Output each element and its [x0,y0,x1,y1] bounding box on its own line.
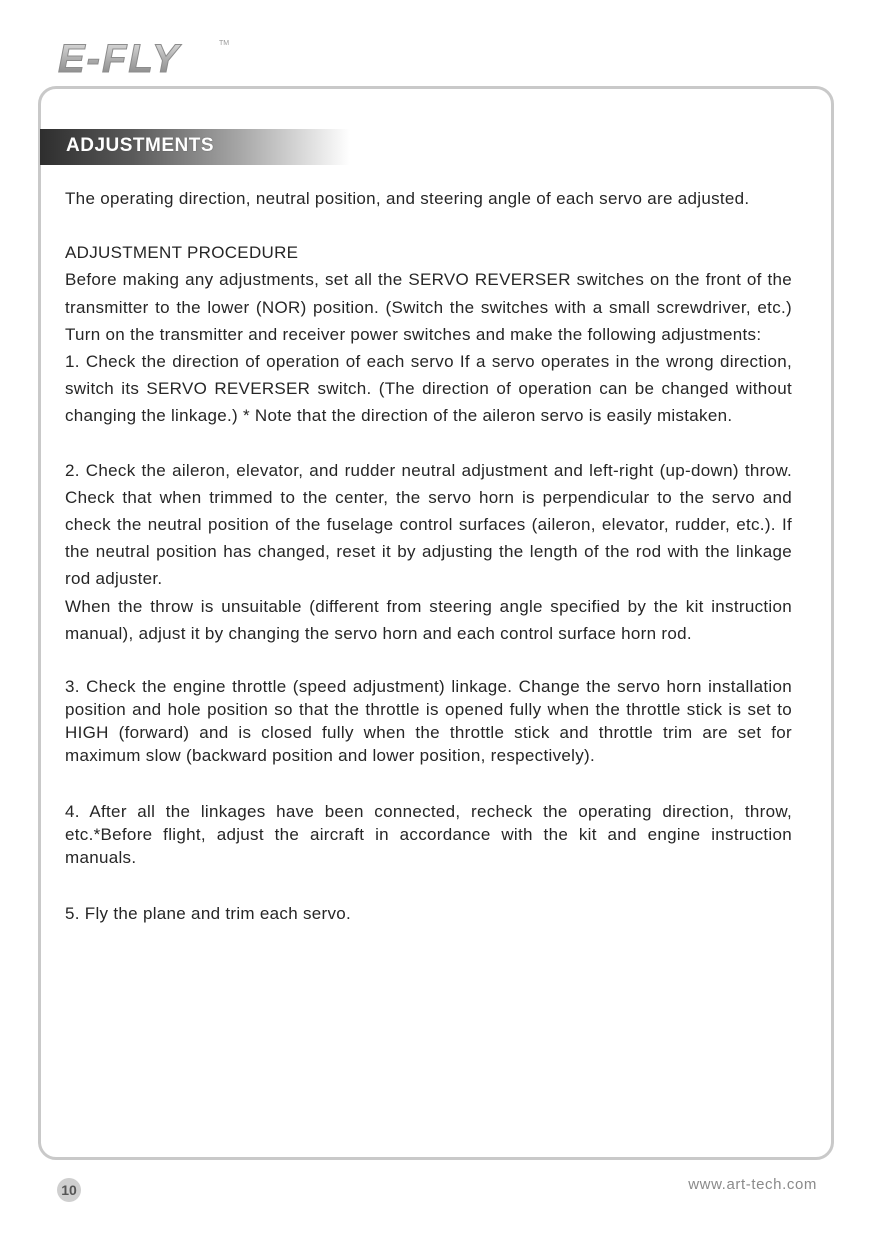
section-title: ADJUSTMENTS [66,135,215,156]
logo-trademark: TM [219,40,230,47]
page-number-badge: 10 [57,1178,81,1202]
intro-paragraph: The operating direction, neutral position, and steering angle of each servo are adjusted. [65,189,750,208]
brand-logo [56,36,236,78]
step-3-paragraph: 3. Check the engine throttle (speed adjustment) linkage. Change the servo horn installation position and hole position so that the throttle is opened fully when the throttle stick is set to HIGH (forward) and is closed fully when the throttle stick and throttle trim are set for maximum slow (backward position and lower position, respectively). [65,677,792,766]
logo-wordmark: E-FLY [58,37,181,78]
step-1-paragraph: 1. Check the direction of operation of each servo If a servo operates in the wrong direction, switch its SERVO REVERSER switch. (The direction of operation can be changed without changing the linkage.) * Note that the direction of the aileron servo is easily mistaken. [65,352,792,426]
procedure-intro-paragraph: Before making any adjustments, set all the SERVO REVERSER switches on the front of the transmitter to the lower (NOR) position. (Switch the switches with a small screwdriver, etc.) Turn on the transmitter and receiver power switches and make the following adjustments: [65,270,792,344]
step-2-throw-paragraph: When the throw is unsuitable (different from steering angle specified by the kit instruction manual), adjust it by changing the servo horn and each control surface horn rod. [65,596,792,643]
step-5-paragraph: 5. Fly the plane and trim each servo. [65,904,352,924]
procedure-heading: ADJUSTMENT PROCEDURE [65,243,299,263]
document-body [65,185,792,925]
section-banner [40,129,350,165]
step-4-paragraph: 4. After all the linkages have been connected, recheck the operating direction, throw, etc.*Before flight, adjust the aircraft in accordance with the kit and engine instruction manuals. [65,802,792,868]
step-2-paragraph: 2. Check the aileron, elevator, and rudder neutral adjustment and left-right (up-down) throw. Check that when trimmed to the center, the servo horn is perpendicular to the servo and check the neutral position of the fuselage control surfaces (aileron, elevator, rudder, etc.). If the neutral position has changed, reset it by adjusting the length of the rod with the linkage rod adjuster. [65,460,792,589]
footer-url: www.art-tech.com [688,1176,817,1193]
